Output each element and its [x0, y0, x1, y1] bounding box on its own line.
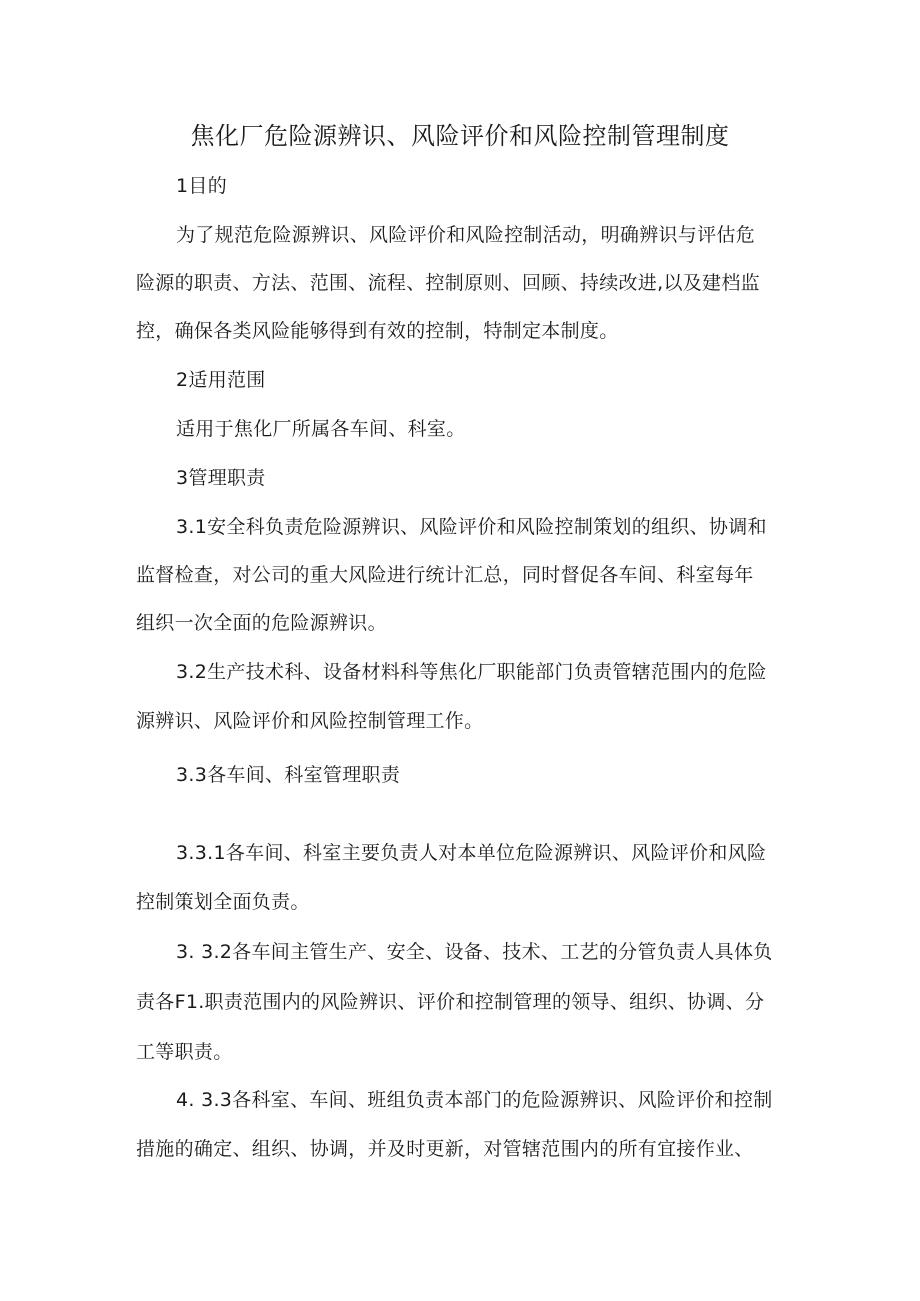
paragraph-line: 为了规范危险源辨识、风险评价和风险控制活动，明确辨识与评估危 — [176, 224, 756, 246]
paragraph-line: 监督检查，对公司的重大风险进行统计汇总，同时督促各车间、科室每年 — [136, 564, 754, 586]
paragraph-line: 3.1安全科负责危险源辨识、风险评价和风险控制策划的组织、协调和 — [176, 516, 767, 538]
paragraph-line: 工等职责。 — [136, 1041, 233, 1063]
paragraph-line: 源辨识、风险评价和风险控制管理工作。 — [136, 710, 484, 732]
section-heading-duties: 3管理职责 — [176, 467, 266, 489]
paragraph-line: 适用于焦化厂所属各车间、科室。 — [176, 418, 466, 440]
paragraph-line: 措施的确定、组织、协调，并及时更新，对管辖范围内的所有宜接作业、 — [136, 1138, 754, 1160]
paragraph-line: 3.3.1各车间、科室主要负责人对本单位危险源辨识、风险评价和风险 — [176, 842, 767, 864]
paragraph-line: 组织一次全面的危险源辨识。 — [136, 612, 387, 634]
paragraph-line: 3. 3.2各车间主管生产、安全、设备、技术、工艺的分管负责人具体负 — [176, 941, 773, 963]
section-heading-purpose: 1目的 — [176, 175, 227, 197]
paragraph-line: 责各F1.职责范围内的风险辨识、评价和控制管理的领导、组织、协调、分 — [136, 991, 765, 1013]
document-title: 焦化厂危险源辨识、风险评价和风险控制管理制度 — [190, 122, 730, 150]
subsection-heading: 3.3各车间、科室管理职责 — [176, 764, 401, 786]
paragraph-line: 4. 3.3各科室、车间、班组负责本部门的危险源辨识、风险评价和控制 — [176, 1089, 773, 1111]
section-heading-scope: 2适用范围 — [176, 369, 266, 391]
paragraph-line: 控制策划全面负责。 — [136, 891, 310, 913]
paragraph-line: 险源的职责、方法、范围、流程、控制原则、回顾、持续改进,以及建档监 — [136, 272, 760, 294]
paragraph-line: 控，确保各类风险能够得到有效的控制，特制定本制度。 — [136, 320, 619, 342]
paragraph-line: 3.2生产技术科、设备材料科等焦化厂职能部门负责管辖范围内的危险 — [176, 661, 767, 683]
